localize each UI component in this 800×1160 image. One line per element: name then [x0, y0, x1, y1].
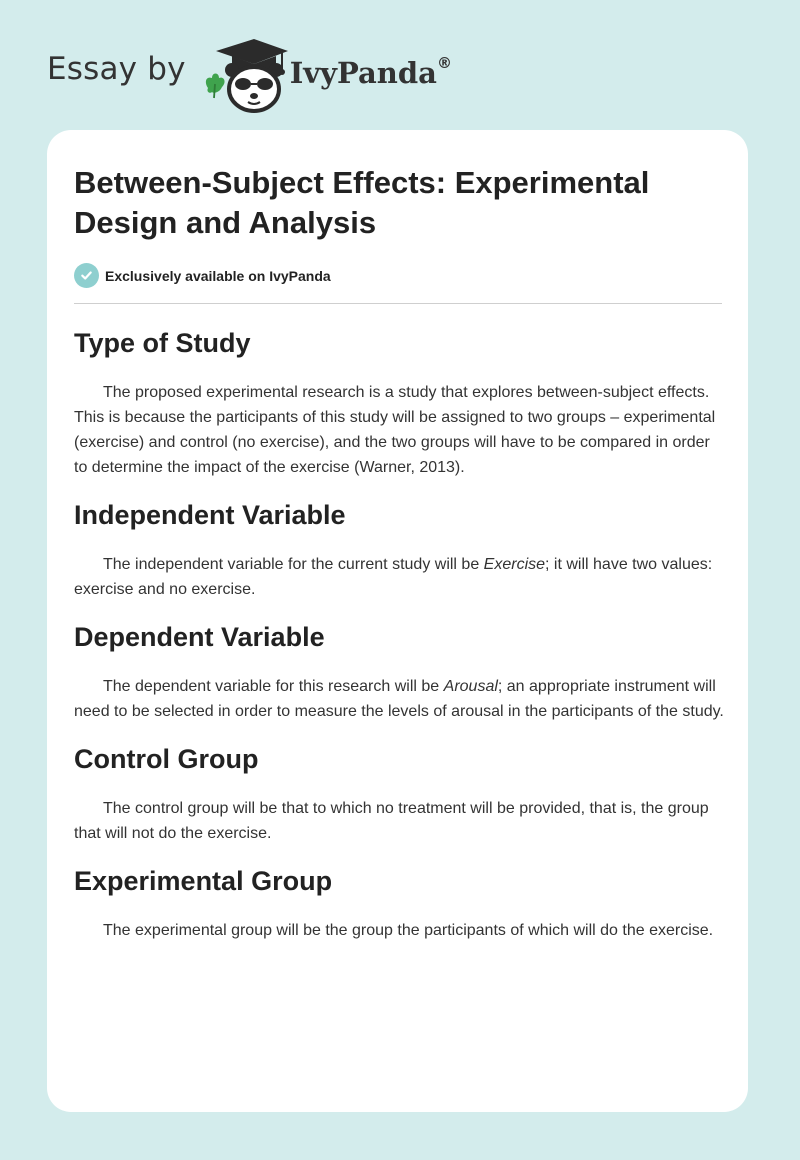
section-heading: Control Group — [74, 744, 259, 774]
section-independent-variable — [74, 495, 724, 602]
emphasized-term: Exercise — [483, 556, 546, 573]
panda-head-icon — [225, 63, 283, 111]
site-header — [47, 34, 452, 114]
section-heading: Type of Study — [74, 328, 251, 358]
section-paragraph: The control group will be that to which no treatment will be provided, that is, the group that will not do the exercise. — [74, 800, 709, 842]
section-paragraph: The dependent variable for this research will be Arousal; an appropriate instrument will need to be selected in order to measure the levels of arousal in the participants of the study. — [74, 678, 724, 720]
panda-logo-icon[interactable] — [202, 34, 292, 114]
check-circle-icon — [74, 263, 99, 288]
title-divider — [74, 303, 722, 304]
emphasized-term: Arousal — [443, 678, 498, 695]
section-type-of-study — [74, 323, 724, 480]
section-control-group — [74, 739, 724, 846]
exclusive-badge — [74, 263, 331, 288]
essay-body — [74, 323, 724, 958]
exclusive-text: Exclusively available on IvyPanda — [105, 267, 331, 284]
registered-mark: ® — [436, 54, 452, 72]
brand-name[interactable]: IvyPanda® — [289, 54, 452, 90]
section-experimental-group — [74, 861, 724, 943]
essay-by-label: Essay by — [47, 51, 186, 87]
section-dependent-variable — [74, 617, 724, 724]
section-heading: Independent Variable — [74, 500, 346, 530]
essay-card — [47, 130, 748, 1112]
section-paragraph: The independent variable for the current study will be Exercise; it will have two values: exercise and no exercise. — [74, 556, 713, 598]
page-title: Between-Subject Effects: Experimental Design and Analysis — [74, 165, 650, 240]
section-paragraph: The proposed experimental research is a study that explores between-subject effects. This is because the participants of this study will be assigned to two groups – experimental (exercise) and control (no exercise), and the two groups will have to be compared in order to determine the impact of the exercise (Warner, 2013). — [74, 384, 716, 476]
section-paragraph: The experimental group will be the group the participants of which will do the exercise. — [103, 922, 714, 939]
section-heading: Dependent Variable — [74, 622, 325, 652]
ivy-leaf-icon — [206, 74, 225, 99]
section-heading: Experimental Group — [74, 866, 333, 896]
